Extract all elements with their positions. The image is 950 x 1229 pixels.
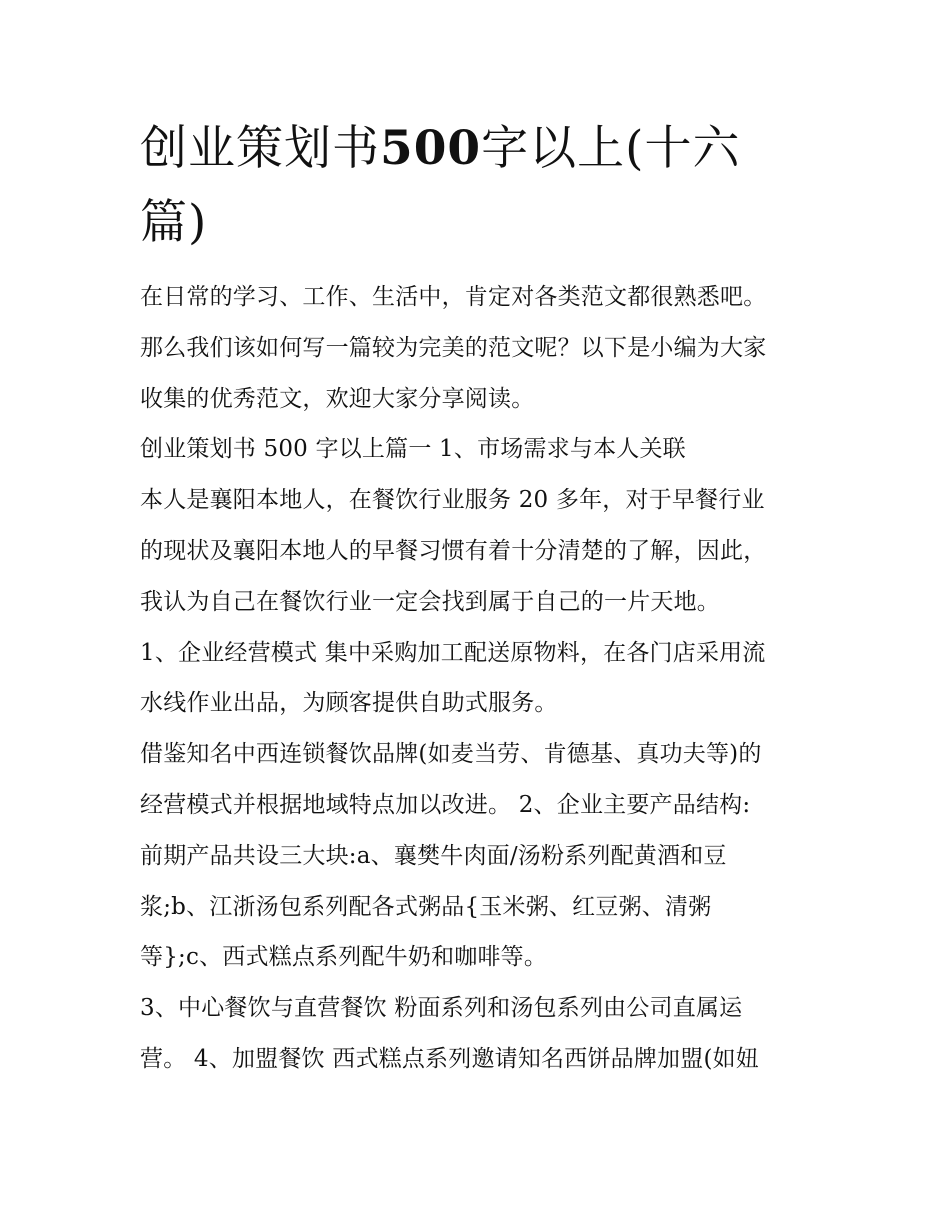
body-line-14: 等};c、西式糕点系列配牛奶和咖啡等。 (140, 944, 548, 971)
body-line-11: 经营模式并根据地域特点加以改进。 2、企业主要产品结构: (140, 791, 751, 818)
body-line-7: 我认为自己在餐饮行业一定会找到属于自己的一片天地。 (140, 588, 720, 615)
body-line-8: 1、企业经营模式 集中采购加工配送原物料，在各门店采用流 (140, 639, 766, 666)
body-line-5: 本人是襄阳本地人，在餐饮行业服务 20 多年，对于早餐行业 (140, 487, 765, 514)
body-line-12: 前期产品共设三大块:a、襄樊牛肉面/汤粉系列配黄酒和豆 (140, 842, 727, 869)
title-line-1 (140, 112, 820, 186)
body-line-9: 水线作业出品，为顾客提供自助式服务。 (140, 690, 558, 717)
body-line-2: 那么我们该如何写一篇较为完美的范文呢？以下是小编为大家 (140, 334, 767, 361)
title-line-1-pre: 创业策划书 (140, 121, 380, 176)
body-line-3: 收集的优秀范文，欢迎大家分享阅读。 (140, 385, 535, 412)
document-title (140, 112, 820, 260)
title-line-1-number: 500 (380, 121, 482, 176)
title-line-2-pre: 篇) (140, 195, 208, 250)
body-line-15: 3、中心餐饮与直营餐饮 粉面系列和汤包系列由公司直属运 (140, 995, 743, 1022)
body-line-4: 创业策划书 500 字以上篇一 1、市场需求与本人关联 (140, 436, 686, 463)
body-line-10: 借鉴知名中西连锁餐饮品牌(如麦当劳、肯德基、真功夫等)的 (140, 741, 762, 768)
body-line-13: 浆;b、江浙汤包系列配各式粥品{玉米粥、红豆粥、清粥 (140, 893, 712, 920)
body-line-6: 的现状及襄阳本地人的早餐习惯有着十分清楚的了解，因此， (140, 537, 767, 564)
body-line-1: 在日常的学习、工作、生活中，肯定对各类范文都很熟悉吧。 (140, 284, 767, 310)
document-body (140, 272, 840, 1085)
title-line-1-post: 字以上(十六 (481, 121, 741, 176)
body-line-16: 营。 4、加盟餐饮 西式糕点系列邀请知名西饼品牌加盟(如妞 (140, 1045, 760, 1072)
title-line-2 (140, 186, 820, 260)
